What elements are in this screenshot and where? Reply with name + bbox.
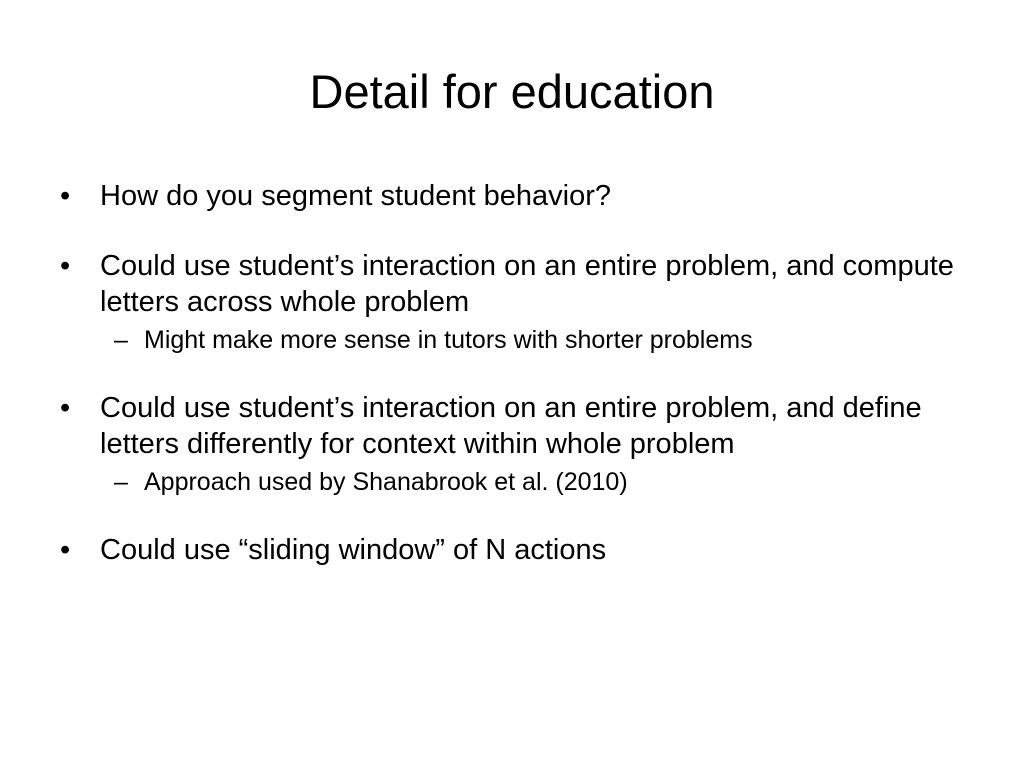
- bullet-icon: •: [60, 534, 71, 566]
- sub-bullet-item: [100, 324, 978, 356]
- bullet-list: [58, 178, 978, 602]
- sub-bullet-item: [100, 466, 978, 498]
- bullet-text: Could use student’s interaction on an entire problem, and define letters differently for context within whole problem: [100, 392, 922, 460]
- bullet-icon: •: [60, 180, 71, 212]
- sub-bullet-list: [100, 466, 978, 498]
- bullet-text: How do you segment student behavior?: [100, 180, 612, 212]
- bullet-item: [58, 532, 978, 568]
- bullet-item: [58, 390, 978, 498]
- slide-title: Detail for education: [309, 65, 715, 118]
- bullet-text: Could use “sliding window” of N actions: [100, 534, 607, 566]
- dash-icon: –: [114, 326, 128, 354]
- bullet-text: Could use student’s interaction on an entire problem, and compute letters across whole problem: [100, 250, 954, 318]
- sub-bullet-text: Approach used by Shanabrook et al. (2010): [144, 468, 628, 496]
- dash-icon: –: [114, 468, 128, 496]
- bullet-icon: •: [60, 392, 71, 424]
- bullet-item: [58, 178, 978, 214]
- sub-bullet-text: Might make more sense in tutors with shorter problems: [144, 326, 753, 354]
- bullet-item: [58, 248, 978, 356]
- sub-bullet-list: [100, 324, 978, 356]
- bullet-icon: •: [60, 250, 71, 282]
